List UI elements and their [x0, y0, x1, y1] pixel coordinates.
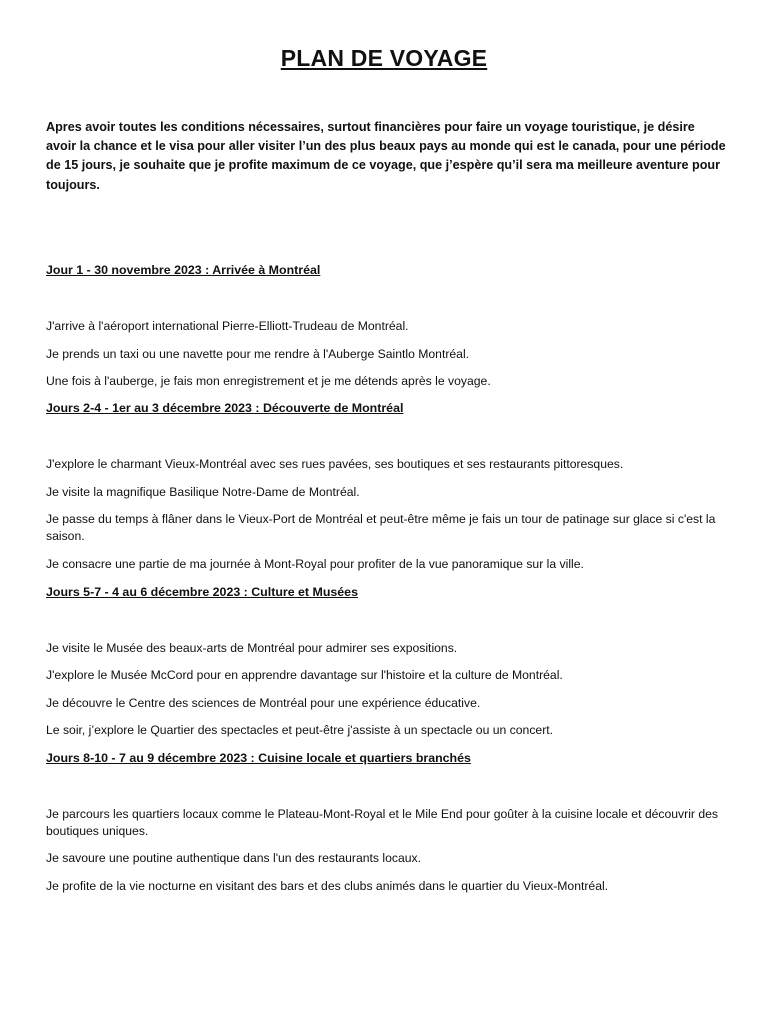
- page-title: PLAN DE VOYAGE: [280, 45, 488, 71]
- paragraph: Le soir, j’explore le Quartier des spectacles et peut-être j'assiste à un spectacle ou un concert.: [46, 723, 554, 737]
- paragraph: Je passe du temps à flâner dans le Vieux-Port de Montréal et peut-être même je fais un tour de patinage sur glace si c'est la saison.: [46, 512, 716, 543]
- paragraph: Une fois à l'auberge, je fais mon enregistrement et je me détends après le voyage.: [46, 374, 491, 388]
- section-heading-days-8-10: Jours 8-10 - 7 au 9 décembre 2023 : Cuisine locale et quartiers branchés: [46, 751, 471, 765]
- section-heading-day-1: Jour 1 - 30 novembre 2023 : Arrivée à Montréal: [46, 263, 321, 277]
- paragraph: J'arrive à l'aéroport international Pierre-Elliott-Trudeau de Montréal.: [46, 319, 409, 333]
- paragraph: J'explore le charmant Vieux-Montréal avec ses rues pavées, ses boutiques et ses restaurants pittoresques.: [46, 457, 624, 471]
- paragraph: Je prends un taxi ou une navette pour me rendre à l'Auberge Saintlo Montréal.: [46, 347, 470, 361]
- section-heading-days-2-4: Jours 2-4 - 1er au 3 décembre 2023 : Découverte de Montréal: [46, 401, 404, 415]
- paragraph: Je savoure une poutine authentique dans l'un des restaurants locaux.: [46, 851, 421, 865]
- paragraph: Je profite de la vie nocturne en visitant des bars et des clubs animés dans le quartier du Vieux-Montréal.: [46, 879, 609, 893]
- paragraph: Je visite la magnifique Basilique Notre-Dame de Montréal.: [46, 485, 360, 499]
- paragraph: Je parcours les quartiers locaux comme le Plateau-Mont-Royal et le Mile End pour goûter à la cuisine locale et découvrir des boutiques uniques.: [46, 807, 718, 838]
- intro-paragraph: Apres avoir toutes les conditions nécessaires, surtout financières pour faire un voyage touristique, je désire avoir la chance et le visa pour aller visiter l’un des plus beaux pays au monde qui est le canada, pour une période de 15 jours, je souhaite que je profite maximum de ce voyage, que j’espère qu’il sera ma meilleure aventure pour toujours.: [46, 120, 726, 192]
- paragraph: Je consacre une partie de ma journée à Mont-Royal pour profiter de la vue panoramique sur la ville.: [46, 557, 584, 571]
- paragraph: Je visite le Musée des beaux-arts de Montréal pour admirer ses expositions.: [46, 641, 458, 655]
- section-heading-days-5-7: Jours 5-7 - 4 au 6 décembre 2023 : Culture et Musées: [46, 585, 358, 599]
- paragraph: Je découvre le Centre des sciences de Montréal pour une expérience éducative.: [46, 696, 481, 710]
- paragraph: J'explore le Musée McCord pour en apprendre davantage sur l'histoire et la culture de Montréal.: [46, 668, 563, 682]
